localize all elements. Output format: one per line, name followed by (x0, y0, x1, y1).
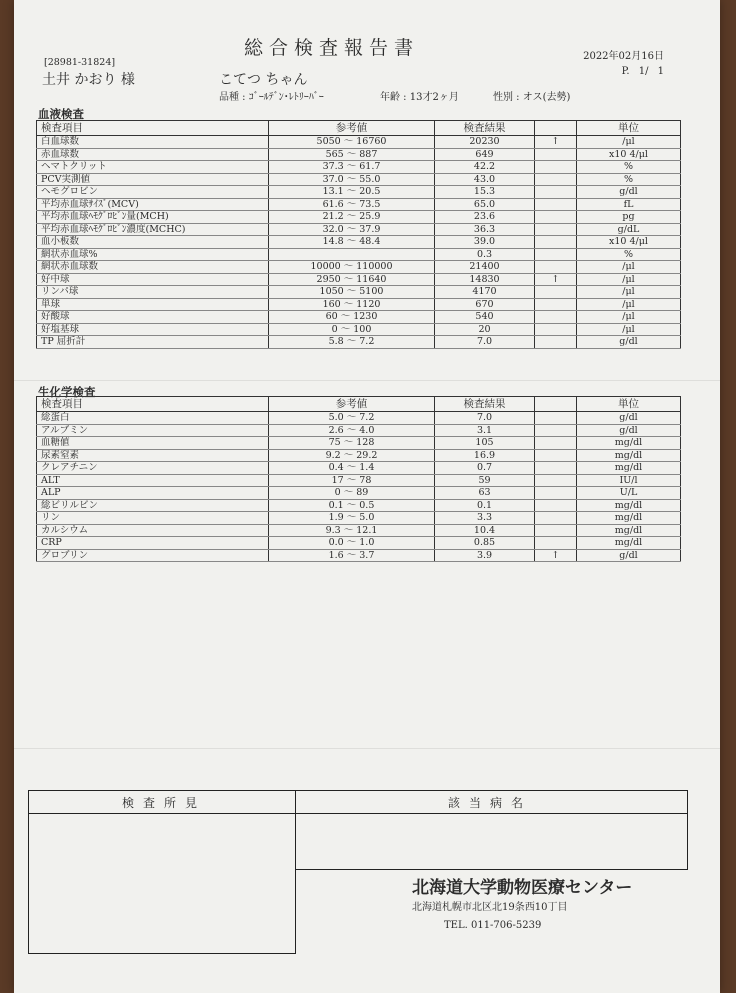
item-cell: 好酸球 (37, 311, 269, 324)
item-cell: クレアチニン (37, 462, 269, 475)
result-cell: 3.3 (435, 512, 535, 525)
col-header-ref: 参考値 (269, 121, 435, 136)
result-cell: 0.85 (435, 537, 535, 550)
table-row (37, 537, 681, 550)
flag-cell (535, 286, 577, 299)
table-row (37, 487, 681, 500)
unit-cell: /μl (577, 298, 681, 311)
flag-cell (535, 248, 577, 261)
ref-cell: 61.6 ～ 73.5 (269, 198, 435, 211)
item-cell: 網状赤血球% (37, 248, 269, 261)
item-cell: 平均赤血球ﾍﾓｸﾞﾛﾋﾞﾝ濃度(MCHC) (37, 223, 269, 236)
item-cell: グロブリン (37, 549, 269, 562)
result-cell: 59 (435, 474, 535, 487)
result-cell: 670 (435, 298, 535, 311)
unit-cell: /μl (577, 323, 681, 336)
table-row (37, 248, 681, 261)
item-cell: アルブミン (37, 424, 269, 437)
unit-cell: % (577, 248, 681, 261)
flag-cell (535, 261, 577, 274)
blood-section-title: 血液検査 (38, 107, 84, 121)
flag-cell (535, 236, 577, 249)
item-cell: リンパ球 (37, 286, 269, 299)
item-cell: ヘモグロビン (37, 186, 269, 199)
item-cell: 好塩基球 (37, 323, 269, 336)
table-row (37, 474, 681, 487)
table-row (37, 211, 681, 224)
ref-cell (269, 248, 435, 261)
result-cell: 21400 (435, 261, 535, 274)
ref-cell: 32.0 ～ 37.9 (269, 223, 435, 236)
blood-test-table (36, 120, 681, 349)
table-row (37, 437, 681, 450)
ref-cell: 1.6 ～ 3.7 (269, 549, 435, 562)
flag-cell (535, 298, 577, 311)
unit-cell: g/dl (577, 412, 681, 425)
unit-cell: mg/dl (577, 462, 681, 475)
unit-cell: g/dl (577, 336, 681, 349)
result-cell: 4170 (435, 286, 535, 299)
paper-fold (14, 748, 720, 749)
table-row (37, 298, 681, 311)
item-cell: ALP (37, 487, 269, 500)
flag-cell (535, 449, 577, 462)
flag-cell (535, 186, 577, 199)
flag-cell (535, 198, 577, 211)
flag-cell (535, 487, 577, 500)
flag-cell: ↑ (535, 273, 577, 286)
flag-cell (535, 412, 577, 425)
col-header-ref: 参考値 (269, 397, 435, 412)
flag-cell: ↑ (535, 549, 577, 562)
result-cell: 649 (435, 148, 535, 161)
unit-cell: % (577, 173, 681, 186)
diagnosis-label: 該当病名 (448, 796, 533, 810)
table-row (37, 524, 681, 537)
result-cell: 65.0 (435, 198, 535, 211)
ref-cell: 5.8 ～ 7.2 (269, 336, 435, 349)
unit-cell: /μl (577, 286, 681, 299)
item-cell: ヘマトクリット (37, 161, 269, 174)
result-cell: 7.0 (435, 412, 535, 425)
item-cell: カルシウム (37, 524, 269, 537)
table-row (37, 512, 681, 525)
unit-cell: % (577, 161, 681, 174)
table-row (37, 323, 681, 336)
item-cell: 赤血球数 (37, 148, 269, 161)
table-row (37, 286, 681, 299)
result-cell: 3.1 (435, 424, 535, 437)
table-header-row (37, 121, 681, 136)
flag-cell (535, 336, 577, 349)
findings-box (28, 790, 296, 954)
table-row (37, 148, 681, 161)
item-cell: TP 屈折計 (37, 336, 269, 349)
chem-section-title: 生化学検査 (38, 385, 96, 399)
ref-cell: 21.2 ～ 25.9 (269, 211, 435, 224)
result-cell: 20 (435, 323, 535, 336)
result-cell: 10.4 (435, 524, 535, 537)
age: 年齢 : 13才2ヶ月 (380, 92, 459, 103)
ref-cell: 0.4 ～ 1.4 (269, 462, 435, 475)
table-row (37, 311, 681, 324)
unit-cell: IU/l (577, 474, 681, 487)
result-cell: 63 (435, 487, 535, 500)
unit-cell: mg/dl (577, 512, 681, 525)
item-cell: 血小板数 (37, 236, 269, 249)
unit-cell: U/L (577, 487, 681, 500)
ref-cell: 37.0 ～ 55.0 (269, 173, 435, 186)
flag-cell (535, 537, 577, 550)
flag-cell (535, 424, 577, 437)
flag-cell (535, 223, 577, 236)
result-cell: 15.3 (435, 186, 535, 199)
ref-cell: 9.3 ～ 12.1 (269, 524, 435, 537)
ref-cell: 1.9 ～ 5.0 (269, 512, 435, 525)
ref-cell: 37.3 ～ 61.7 (269, 161, 435, 174)
item-cell: 平均赤血球ｻｲｽﾞ(MCV) (37, 198, 269, 211)
item-cell: ALT (37, 474, 269, 487)
ref-cell: 0 ～ 100 (269, 323, 435, 336)
result-cell: 7.0 (435, 336, 535, 349)
ref-cell: 5.0 ～ 7.2 (269, 412, 435, 425)
table-row (37, 261, 681, 274)
result-cell: 43.0 (435, 173, 535, 186)
unit-cell: g/dl (577, 549, 681, 562)
center-tel: TEL. 011-706-5239 (444, 920, 542, 931)
result-cell: 16.9 (435, 449, 535, 462)
unit-cell: fL (577, 198, 681, 211)
findings-label: 検査所見 (122, 796, 207, 810)
ref-cell: 10000 ～ 110000 (269, 261, 435, 274)
item-cell: 総蛋白 (37, 412, 269, 425)
report-paper (14, 0, 720, 993)
item-cell: 白血球数 (37, 136, 269, 149)
result-cell: 0.1 (435, 499, 535, 512)
flag-cell (535, 173, 577, 186)
breed: 品種 : ｺﾞｰﾙﾃﾞﾝ･ﾚﾄﾘｰﾊﾞｰ (219, 92, 324, 103)
item-cell: 好中球 (37, 273, 269, 286)
sex: 性別 : オス(去勢) (493, 92, 571, 103)
unit-cell: x10 4/μl (577, 148, 681, 161)
table-header-row (37, 397, 681, 412)
result-cell: 540 (435, 311, 535, 324)
patient-id: [28981-31824] (44, 57, 116, 68)
col-header-unit: 単位 (577, 397, 681, 412)
chem-test-table (36, 396, 681, 562)
ref-cell: 17 ～ 78 (269, 474, 435, 487)
result-cell: 42.2 (435, 161, 535, 174)
unit-cell: mg/dl (577, 524, 681, 537)
result-cell: 0.3 (435, 248, 535, 261)
flag-cell (535, 474, 577, 487)
report-date: 2022年02月16日 (583, 51, 664, 62)
unit-cell: /μl (577, 261, 681, 274)
ref-cell: 9.2 ～ 29.2 (269, 449, 435, 462)
owner-name: 土井 かおり 様 (42, 72, 135, 88)
flag-cell (535, 462, 577, 475)
center-address: 北海道札幌市北区北19条西10丁目 (412, 902, 568, 913)
table-row (37, 273, 681, 286)
result-cell: 20230 (435, 136, 535, 149)
center-name: 北海道大学動物医療センター (412, 878, 633, 898)
flag-cell (535, 311, 577, 324)
table-row (37, 549, 681, 562)
unit-cell: mg/dl (577, 537, 681, 550)
result-cell: 39.0 (435, 236, 535, 249)
item-cell: 平均赤血球ﾍﾓｸﾞﾛﾋﾞﾝ量(MCH) (37, 211, 269, 224)
flag-cell (535, 524, 577, 537)
item-cell: 尿素窒素 (37, 449, 269, 462)
ref-cell: 160 ～ 1120 (269, 298, 435, 311)
col-header-item: 検査項目 (37, 121, 269, 136)
unit-cell: /μl (577, 136, 681, 149)
col-header-flag (535, 121, 577, 136)
result-cell: 0.7 (435, 462, 535, 475)
flag-cell (535, 512, 577, 525)
flag-cell (535, 323, 577, 336)
col-header-result: 検査結果 (435, 121, 535, 136)
ref-cell: 565 ～ 887 (269, 148, 435, 161)
page-number: P. 1/ 1 (621, 66, 664, 77)
ref-cell: 75 ～ 128 (269, 437, 435, 450)
pet-name: こてつ ちゃん (219, 72, 308, 88)
col-header-result: 検査結果 (435, 397, 535, 412)
table-row (37, 499, 681, 512)
unit-cell: g/dL (577, 223, 681, 236)
flag-cell (535, 148, 577, 161)
ref-cell: 1050 ～ 5100 (269, 286, 435, 299)
table-row (37, 136, 681, 149)
item-cell: PCV実測値 (37, 173, 269, 186)
unit-cell: pg (577, 211, 681, 224)
flag-cell (535, 437, 577, 450)
table-row (37, 449, 681, 462)
table-row (37, 186, 681, 199)
ref-cell: 2.6 ～ 4.0 (269, 424, 435, 437)
flag-cell (535, 161, 577, 174)
item-cell: 血糖値 (37, 437, 269, 450)
table-row (37, 198, 681, 211)
col-header-item: 検査項目 (37, 397, 269, 412)
unit-cell: mg/dl (577, 437, 681, 450)
item-cell: CRP (37, 537, 269, 550)
unit-cell: /μl (577, 273, 681, 286)
table-row (37, 336, 681, 349)
ref-cell: 60 ～ 1230 (269, 311, 435, 324)
unit-cell: g/dl (577, 424, 681, 437)
unit-cell: g/dl (577, 186, 681, 199)
ref-cell: 0 ～ 89 (269, 487, 435, 500)
table-row (37, 161, 681, 174)
flag-cell (535, 499, 577, 512)
table-row (37, 424, 681, 437)
ref-cell: 0.1 ～ 0.5 (269, 499, 435, 512)
paper-fold (14, 380, 720, 381)
unit-cell: /μl (577, 311, 681, 324)
result-cell: 14830 (435, 273, 535, 286)
ref-cell: 13.1 ～ 20.5 (269, 186, 435, 199)
flag-cell: ↑ (535, 136, 577, 149)
unit-cell: mg/dl (577, 449, 681, 462)
item-cell: 網状赤血球数 (37, 261, 269, 274)
unit-cell: mg/dl (577, 499, 681, 512)
item-cell: 単球 (37, 298, 269, 311)
ref-cell: 0.0 ～ 1.0 (269, 537, 435, 550)
result-cell: 23.6 (435, 211, 535, 224)
col-header-unit: 単位 (577, 121, 681, 136)
result-cell: 36.3 (435, 223, 535, 236)
report-title: 総合検査報告書 (244, 37, 420, 59)
table-row (37, 236, 681, 249)
col-header-flag (535, 397, 577, 412)
ref-cell: 2950 ～ 11640 (269, 273, 435, 286)
ref-cell: 14.8 ～ 48.4 (269, 236, 435, 249)
flag-cell (535, 211, 577, 224)
result-cell: 3.9 (435, 549, 535, 562)
item-cell: 総ビリルビン (37, 499, 269, 512)
ref-cell: 5050 ～ 16760 (269, 136, 435, 149)
table-row (37, 462, 681, 475)
table-row (37, 223, 681, 236)
unit-cell: x10 4/μl (577, 236, 681, 249)
table-row (37, 412, 681, 425)
result-cell: 105 (435, 437, 535, 450)
table-row (37, 173, 681, 186)
item-cell: リン (37, 512, 269, 525)
